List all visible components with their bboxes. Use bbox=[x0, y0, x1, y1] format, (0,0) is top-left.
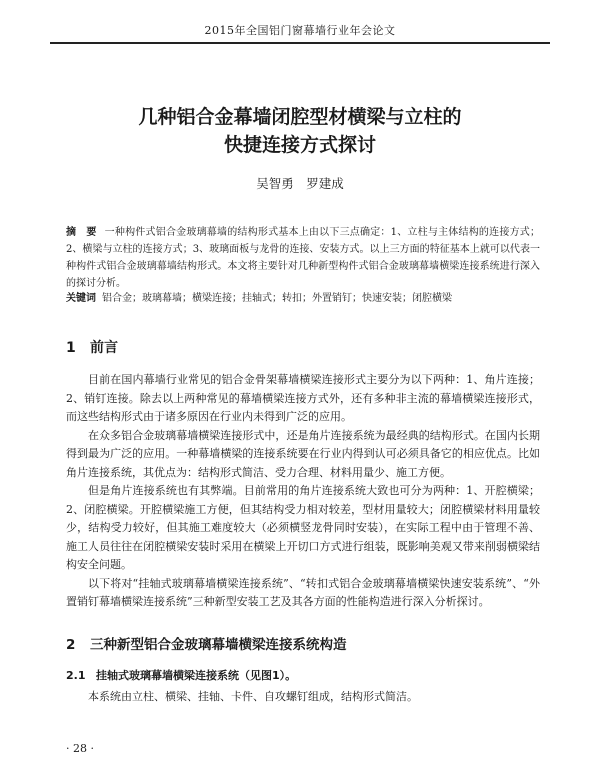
subsection-2-1-heading bbox=[66, 667, 296, 683]
header-rule bbox=[50, 42, 550, 44]
paragraph: 但是角片连接系统也有其弊端。目前常用的角片连接系统大致也可分为两种：1、开腔横梁；2、闭腔横梁。开腔横梁施工方便，但其结构受力相对较差，型材用量较大；闭腔横梁材料用量较少，结构受力较好，但其施工难度较大（必须横竖龙骨同时安装），在实际工程中由于管理不善、施工人员往往在闭腔横梁安装时采用在横梁上开切口方式进行组装，既影响美观又带来削弱横梁结构安全问题。 bbox=[66, 484, 540, 571]
section-1-body bbox=[66, 371, 540, 612]
section-1-number: 1 bbox=[66, 340, 76, 356]
paragraph: 在众多铝合金玻璃幕墙横梁连接形式中，还是角片连接系统为最经典的结构形式。在国内长期得到最为广泛的应用。一种幕墙横梁的连接系统要在行业内得到认可必须具备它的相应优点。比如角片连接系统，其优点为：结构形式简洁、受力合理、材料用量少、施工方便。 bbox=[66, 428, 540, 479]
paragraph: 目前在国内幕墙行业常见的铝合金骨架幕墙横梁连接形式主要分为以下两种：1、角片连接；2、销钉连接。除去以上两种常见的幕墙横梁连接方式外，还有多种非主流的幕墙横梁连接形式，而这些结构形式由于诸多原因在行业内未得到广泛的应用。 bbox=[66, 373, 540, 423]
section-1-title: 前言 bbox=[90, 340, 118, 356]
section-2-number: 2 bbox=[66, 637, 76, 653]
section-2-heading bbox=[66, 633, 347, 653]
authors: 吴智勇 罗建成 bbox=[256, 176, 344, 191]
title-line-2: 快捷连接方式探讨 bbox=[223, 134, 376, 156]
abstract-label: 摘 要 bbox=[66, 227, 97, 238]
abstract bbox=[66, 224, 540, 292]
paragraph: 以下将对“挂轴式玻璃幕墙横梁连接系统”、“转扣式铝合金玻璃幕墙横梁快速安装系统”、“外置销钉幕墙横梁连接系统”三种新型安装工艺及其各方面的性能构造进行深入分析探讨。 bbox=[66, 576, 540, 608]
abstract-text: 一种构件式铝合金玻璃幕墙的结构形式基本上由以下三点确定：1、立柱与主体结构的连接方式；2、横梁与立柱的连接方式；3、玻璃面板与龙骨的连接、安装方式。以上三方面的特征基本上就可以代表一种构件式铝合金玻璃幕墙结构形式。本文将主要针对几种新型构件式铝合金玻璃幕墙横梁连接系统进行深入的探讨分析。 bbox=[66, 227, 541, 289]
title-line-1: 几种铝合金幕墙闭腔型材横梁与立柱的 bbox=[138, 106, 462, 128]
paper-title bbox=[0, 103, 600, 159]
paragraph: 本系统由立柱、横梁、挂轴、卡件、自攻螺钉组成，结构形式简洁。 bbox=[88, 690, 418, 703]
section-1-heading bbox=[66, 337, 118, 357]
section-2-title: 三种新型铝合金玻璃幕墙横梁连接系统构造 bbox=[90, 637, 347, 653]
running-header: 2015年全国铝门窗幕墙行业年会论文 bbox=[204, 24, 396, 37]
keywords bbox=[66, 291, 540, 306]
page-number: · 28 · bbox=[66, 742, 94, 755]
subsection-2-1-body bbox=[66, 688, 540, 707]
subsection-2-1-number: 2.1 bbox=[66, 669, 86, 682]
keywords-label: 关键词 bbox=[66, 293, 96, 304]
keywords-text: 铝合金；玻璃幕墙；横梁连接；挂轴式；转扣；外置销钉；快速安装；闭腔横梁 bbox=[102, 293, 452, 304]
subsection-2-1-title: 挂轴式玻璃幕墙横梁连接系统（见图1）。 bbox=[96, 669, 297, 682]
